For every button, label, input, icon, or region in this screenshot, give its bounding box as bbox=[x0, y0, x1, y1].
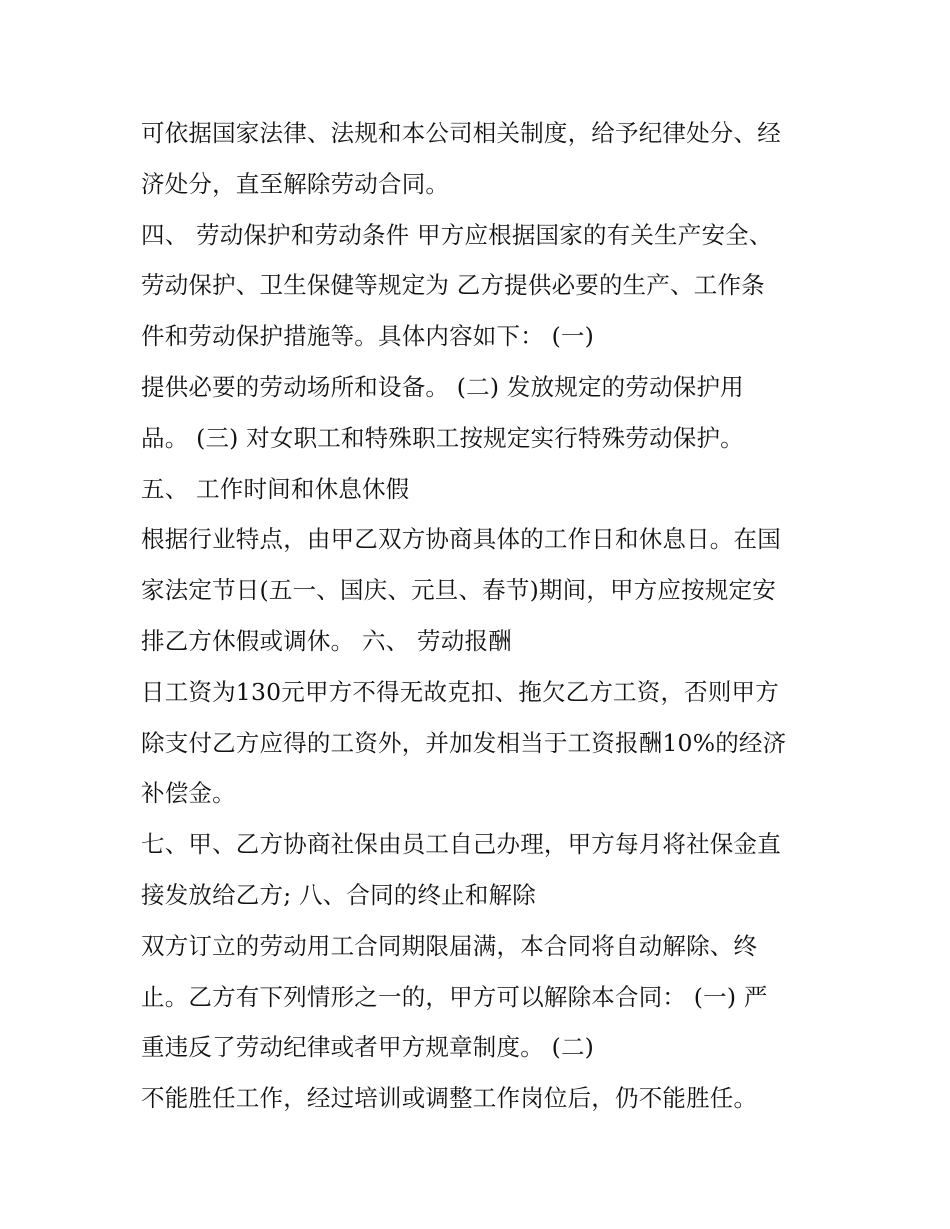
text-line: 接发放给乙方; 八、合同的终止和解除 bbox=[141, 880, 536, 909]
text-line: 重违反了劳动纪律或者甲方规章制度。 (二) bbox=[141, 1033, 595, 1062]
text-line: 四、 劳动保护和劳动条件 甲方应根据国家的有关生产安全、 bbox=[141, 220, 773, 249]
text-line: 不能胜任工作，经过培训或调整工作岗位后，仍不能胜任。 bbox=[141, 1084, 758, 1113]
text-line: 双方订立的劳动用工合同期限届满，本合同将自动解除、终 bbox=[141, 931, 758, 960]
text-line: 止。乙方有下列情形之一的，甲方可以解除本合同： (一) 严 bbox=[141, 982, 768, 1011]
text-line: 家法定节日(五一、国庆、元旦、春节)期间，甲方应按规定安 bbox=[141, 576, 776, 605]
text-line: 排乙方休假或调休。 六、 劳动报酬 bbox=[141, 626, 512, 655]
text-line: 七、甲、乙方协商社保由员工自己办理，甲方每月将社保金直 bbox=[141, 830, 781, 859]
text-line: 补偿金。 bbox=[141, 779, 236, 808]
text-line: 可依据国家法律、法规和本公司相关制度，给予纪律处分、经 bbox=[141, 119, 781, 147]
text-line: 根据行业特点，由甲乙双方协商具体的工作日和休息日。在国 bbox=[141, 525, 781, 554]
text-line: 除支付乙方应得的工资外，并加发相当于工资报酬10%的经济 bbox=[141, 728, 787, 757]
text-line: 件和劳动保护措施等。具体内容如下： (一) bbox=[141, 322, 595, 351]
text-line: 劳动保护、卫生保健等规定为 乙方提供必要的生产、工作条 bbox=[141, 271, 765, 300]
text-line: 五、 工作时间和休息休假 bbox=[141, 474, 410, 503]
text-line: 品。 (三) 对女职工和特殊职工按规定实行特殊劳动保护。 bbox=[141, 423, 744, 452]
text-line: 提供必要的劳动场所和设备。 (二) 发放规定的劳动保护用 bbox=[141, 372, 744, 401]
text-line: 济处分，直至解除劳动合同。 bbox=[141, 169, 450, 198]
text-line: 日工资为130元甲方不得无故克扣、拖欠乙方工资，否则甲方 bbox=[141, 677, 779, 706]
document-body bbox=[141, 108, 831, 1124]
